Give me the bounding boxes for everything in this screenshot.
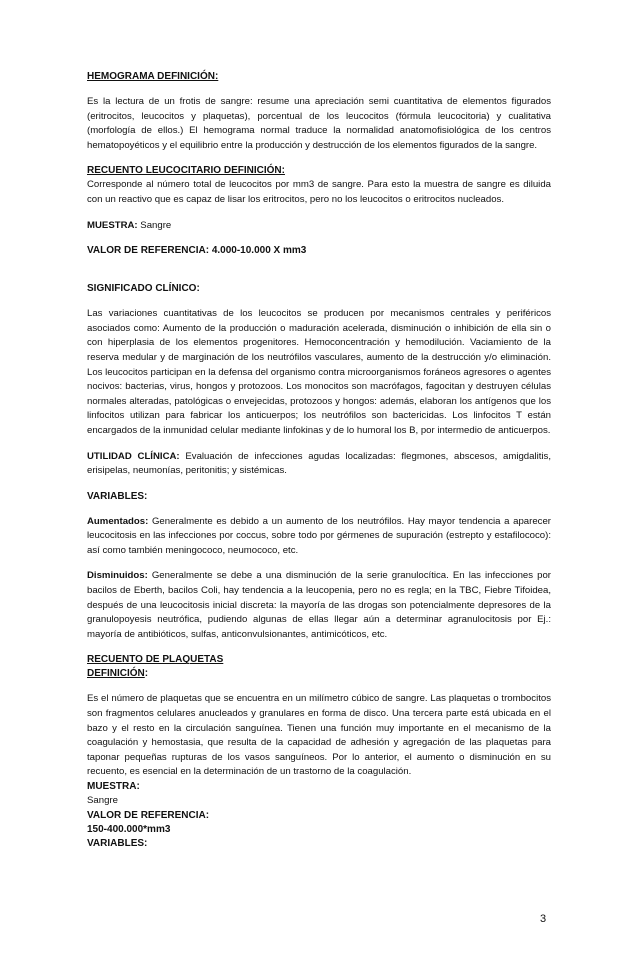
plaquetas-variables: VARIABLES: xyxy=(87,837,148,849)
significado-title: SIGNIFICADO CLÍNICO: xyxy=(87,283,200,295)
recuento-text: Corresponde al número total de leucocitos por mm3 de sangre. Para esto la muestra de sangre es diluida con un reactivo que es capaz de lisar los eritrocitos, pero no los leucocitos o eritrocitos nucleados. xyxy=(87,179,551,205)
disminuidos-label: Disminuidos: xyxy=(87,570,148,582)
hemograma-title: HEMOGRAMA DEFINICIÓN: xyxy=(87,71,219,82)
hemograma-text: Es la lectura de un frotis de sangre: resume una apreciación semi cuantitativa de elementos figurados (eritrocitos, leucocitos y plaquetas), porcentual de los leucocitos (fórmula leucocitoria) y cualitativa (morfología de ellos.) El hemograma normal traduce la normalidad anatomofisiológica de los centros hematopoyéticos y el equilibrio entre la producción y destrucción de los elementos figurados de la sangre. xyxy=(87,96,551,151)
utilidad-text: Evaluación de infecciones agudas localizadas: flegmones, abscesos, amigdalitis, erisipelas, neumonías, peritonitis; y sistémicas. xyxy=(87,450,552,477)
muestra-value: Sangre xyxy=(137,219,172,231)
plaquetas-muestra-value: Sangre xyxy=(87,795,118,806)
page-number: 3 xyxy=(540,913,547,925)
plaquetas-definicion-label: DEFINICIÓN xyxy=(87,668,145,680)
utilidad-title: UTILIDAD CLÍNICA: xyxy=(87,450,180,462)
aumentados-label: Aumentados: xyxy=(87,515,149,527)
disminuidos-text: Generalmente se debe a una disminución de la serie granulocítica. En las infecciones por bacilos de Eberth, bacilos Coli, hay tendencia a la leucopenia, pero no es regla; en la TBC, Fiebre Tifoidea, después de una leucocitosis inicial discreta: la mayoría de las drogas son potencialmente depresores de la granulopoyesis neutrófica, pudiendo algunas de ellas llegar aún a determinar agranulocitosis por Ej.: mayoría de antibióticos, sulfas, anticonvulsionantes, antimicóticos, etc. xyxy=(87,570,551,640)
plaquetas-definicion xyxy=(87,667,551,681)
aumentados-line xyxy=(87,515,551,559)
plaquetas-valor-label: VALOR DE REFERENCIA: xyxy=(87,809,210,821)
document-page xyxy=(87,70,551,851)
recuento-title: RECUENTO LEUCOCITARIO DEFINICIÓN: xyxy=(87,165,285,177)
significado-text: Las variaciones cuantitativas de los leucocitos se producen por mecanismos centrales y periféricos asociados como: Aumento de la producción o maduración acelerada, disminución o inhibición de ella sin o con hiperplasia de los elementos progenitores. Hemoconcentración y hemodilución. Vaciamiento de la reserva medular y de marginación de los neutrófilos vasculares, aumento de la destrucción y/o eliminación. Los leucocitos participan en la defensa del organismo contra microorganismos foráneos agresores o agentes nocivos: bacterias, virus, hongos y protozoos. Los monocitos son macrófagos, fagocitan y destruyen células normales alteradas, patológicas o envejecidas, protozoos y hongos: además, elaboran los antígenos que los linfocitos utilizan para fabricar los anticuerpos; los neutrófilos son bactericidas. Los linfocitos T están encargados de la inmunidad celular mediante linfokinas y de lo humoral los B, por intermedio de anticuerpos. xyxy=(87,308,551,436)
plaquetas-title: RECUENTO DE PLAQUETAS xyxy=(87,654,224,666)
plaquetas-definicion-colon: : xyxy=(144,668,149,680)
muestra-line xyxy=(87,219,551,234)
aumentados-text: Generalmente es debido a un aumento de los neutrófilos. Hay mayor tendencia a aparecer leucocitosis en las infecciones por coccus, sobre todo por gérmenes de supuración (estrepto y estafilococo): así como también meningococo, neumococo, etc. xyxy=(87,515,551,556)
variables-title: VARIABLES: xyxy=(87,490,148,502)
plaquetas-muestra-label: MUESTRA: xyxy=(87,781,140,792)
disminuidos-line xyxy=(87,569,551,642)
valor-referencia: VALOR DE REFERENCIA: 4.000-10.000 X mm3 xyxy=(87,245,307,257)
plaquetas-valor-value: 150-400.000*mm3 xyxy=(87,823,171,835)
plaquetas-text: Es el número de plaquetas que se encuentra en un milímetro cúbico de sangre. Las plaquetas o trombocitos son fragmentos celulares anucleados y granulares en forma de disco. Una tercera parte está ubicada en el bazo y el resto en la circulación sanguínea. Tienen una función muy importante en el mecanismo de la coagulación y hemostasia, que resulta de la capacidad de adhesión y agregación de las plaquetas para taponar pequeñas rupturas de los vasos sanguíneos. Por lo anterior, el aumento o disminución en su recuento, es esencial en la determinación de un trastorno de la coagulación. xyxy=(87,693,551,778)
muestra-label: MUESTRA: xyxy=(87,219,138,231)
utilidad-line xyxy=(87,450,551,479)
